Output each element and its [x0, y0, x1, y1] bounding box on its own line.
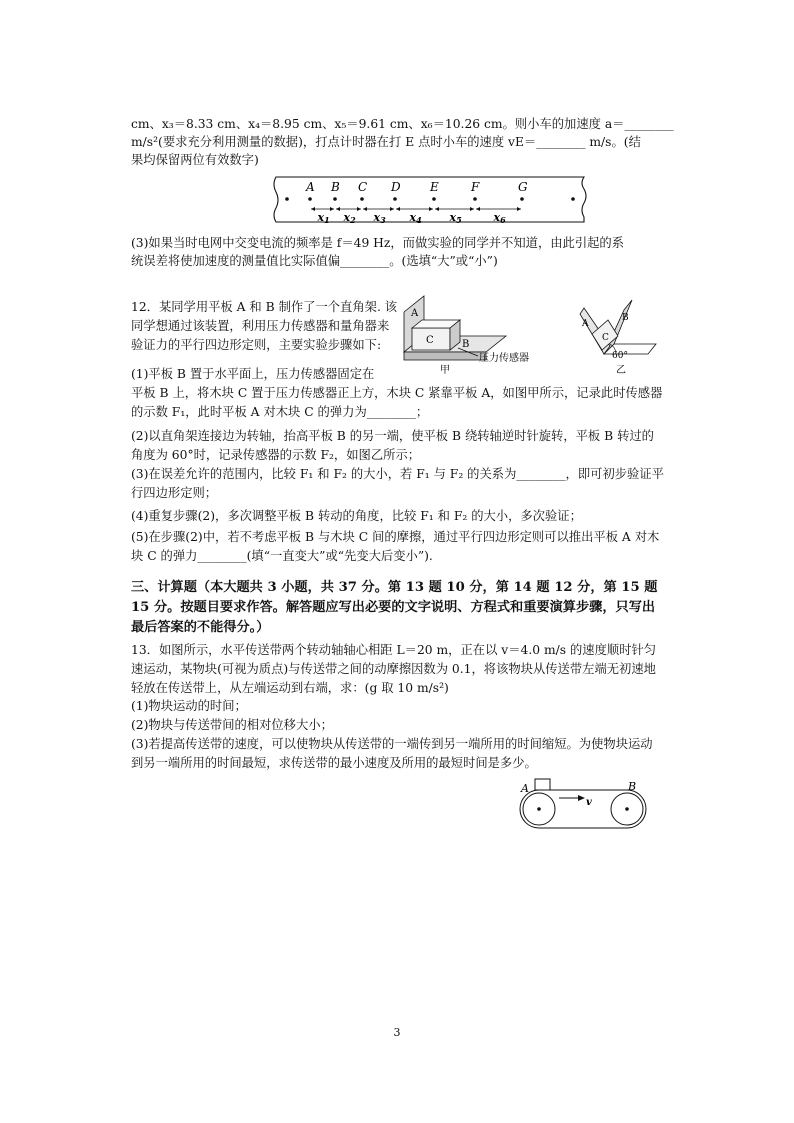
fig-yi-label-a: A [582, 319, 589, 329]
tape-point-label-b: B [331, 180, 340, 194]
tape-point-g [520, 197, 524, 201]
figure-yi [570, 292, 670, 374]
fig-yi-label-b: B [622, 313, 629, 323]
tape-segment-label-6: x6 [493, 211, 506, 225]
tape-dot-left [285, 197, 289, 201]
tape-point-e [432, 197, 436, 201]
fig-jia-caption: 甲 [440, 365, 450, 374]
tape-point-label-d: D [391, 180, 401, 194]
q12-step5: (5)在步骤(2)中，若不考虑平板 B 与木块 C 间的摩擦，通过平行四边形定则可以推出平板 A 对木块 C 的弹力________(填“一直变大”或“先变大后变小”). [131, 530, 660, 563]
section-3-heading: 三、计算题（本大题共 3 小题，共 37 分。第 13 题 10 分，第 14 题 12 分，第 15 题 15 分。按题目要求作答。解答题应写出必要的文字说明、方程式和重要演算步骤，只写出最后答案的不能得分。） [131, 580, 658, 635]
tape-segment-arrowhead [390, 207, 394, 211]
tape-segment-label-2: x2 [343, 211, 356, 225]
tape-segment-label-5: x5 [449, 211, 462, 225]
q11-text-line-3: 果均保留两位有效数字) [131, 153, 259, 167]
belt-label-a: A [521, 782, 529, 795]
tape-segment-label-1: x1 [317, 211, 330, 225]
tape-segment-arrowhead [476, 207, 480, 211]
fig-yi-angle: 60° [612, 351, 628, 361]
tape-points [305, 180, 528, 201]
tape-segment-arrowhead [330, 207, 334, 211]
velocity-arrow-head [578, 795, 585, 801]
tape-segment-arrowhead [517, 207, 521, 211]
page-number: 3 [393, 1026, 401, 1039]
fig-jia-label-a: A [411, 308, 419, 319]
q13-part1: (1)物块运动的时间； [131, 699, 247, 713]
tape-point-label-g: G [518, 180, 528, 194]
tape-point-label-f: F [471, 180, 480, 194]
tape-point-d [393, 197, 397, 201]
fig-jia-label-c: C [426, 335, 434, 346]
q13-part3: (3)若提高传送带的速度，可以使物块从传送带的一端传到另一端所用的时间缩短。为使物块运动到另一端所用的时间最短，求传送带的最小速度及所用的最短时间是多少。 [131, 737, 653, 770]
q12-step1-a: (1)平板 B 置于水平面上，压力传感器固定在 [131, 367, 375, 381]
tape-segment-arrowhead [470, 207, 474, 211]
fig-yi-label-c: C [602, 333, 609, 343]
tape-segment-arrowhead [357, 207, 361, 211]
tape-segment-arrowhead [336, 207, 340, 211]
q12-step2: (2)以直角架连接边为转轴，抬高平板 B 的另一端，使平板 B 绕转轴逆时针旋转，平板 B 转过的角度为 60°时，记录传感器的示数 F₂，如图乙所示； [131, 429, 654, 462]
tape-segment-arrowhead [429, 207, 433, 211]
conveyor-belt-figure [515, 778, 650, 833]
q12-intro: 12．某同学用平板 A 和 B 制作了一个直角架. 该同学想通过该装置，利用压力传感器和量角器来验证力的平行四边形定则，主要实验步骤如下: [131, 300, 398, 352]
tape-point-c [360, 197, 364, 201]
belt-label-b: B [628, 780, 637, 793]
tape-point-f [473, 197, 477, 201]
tape-point-a [308, 197, 312, 201]
q12-step1-b: 平板 B 上，将木块 C 置于压力传感器正上方，木块 C 紧靠平板 A，如图甲所示，记录此时传感器的示数 F₁，此时平板 A 对木块 C 的弹力为________； [131, 386, 663, 419]
q11-text-line-1: cm、x₃＝8.33 cm、x₄＝8.95 cm、x₅＝9.61 cm、x₆＝10.26 cm。则小车的加速度 a＝________ [131, 117, 674, 131]
tape-segment-arrowhead [435, 207, 439, 211]
q13-part2: (2)物块与传送带间的相对位移大小； [131, 718, 333, 732]
pressure-sensor-label: 压力传感器 [479, 353, 529, 364]
fig-jia-label-b: B [462, 339, 470, 350]
tape-segment-arrowhead [311, 207, 315, 211]
tape-dot-right [571, 197, 575, 201]
q12-step3: (3)在误差允许的范围内，比较 F₁ 和 F₂ 的大小，若 F₁ 与 F₂ 的关系为________，即可初步验证平行四边形定则； [131, 467, 664, 500]
q11-part3-line-1: (3)如果当时电网中交变电流的频率是 f＝49 Hz，而做实验的同学并不知道，由此引起的系 [131, 236, 625, 250]
block-on-belt [535, 779, 550, 790]
tape-segment-label-4: x4 [409, 211, 422, 225]
fig-yi-caption: 乙 [616, 365, 626, 374]
tape-point-b [333, 197, 337, 201]
q13-intro: 13．如图所示，水平传送带两个转动轴轴心相距 L＝20 m，正在以 v＝4.0 m/s 的速度顺时针匀速运动，某物块(可视为质点)与传送带之间的动摩擦因数为 0.1，将该物块从传送带左端无初速地轻放在传送带上，从左端运动到右端，求：(g 取 10 m/s²) [131, 643, 657, 695]
belt-label-v: v [586, 797, 592, 808]
plate-b-side [404, 352, 486, 360]
tape-point-label-e: E [430, 180, 439, 194]
tape-segment-arrowhead [396, 207, 400, 211]
figure-jia [398, 292, 558, 374]
left-axle [537, 807, 541, 811]
q11-text-line-2: m/s²(要求充分利用测量的数据)，打点计时器在打 E 点时小车的速度 vE＝________ m/s。(结 [131, 135, 641, 149]
tape-point-label-c: C [358, 180, 368, 194]
tape-segment-arrowhead [363, 207, 367, 211]
q12-step4: (4)重复步骤(2)，多次调整平板 B 转动的角度，比较 F₁ 和 F₂ 的大小，多次验证； [131, 509, 582, 523]
tape-point-label-a: A [306, 180, 315, 194]
tape-segment-label-3: x3 [373, 211, 386, 225]
q11-part3-line-2: 统误差将使加速度的测量值比实际值偏________。(选填“大”或“小”) [131, 254, 498, 268]
right-axle [625, 807, 629, 811]
paper-tape-figure [270, 172, 590, 230]
